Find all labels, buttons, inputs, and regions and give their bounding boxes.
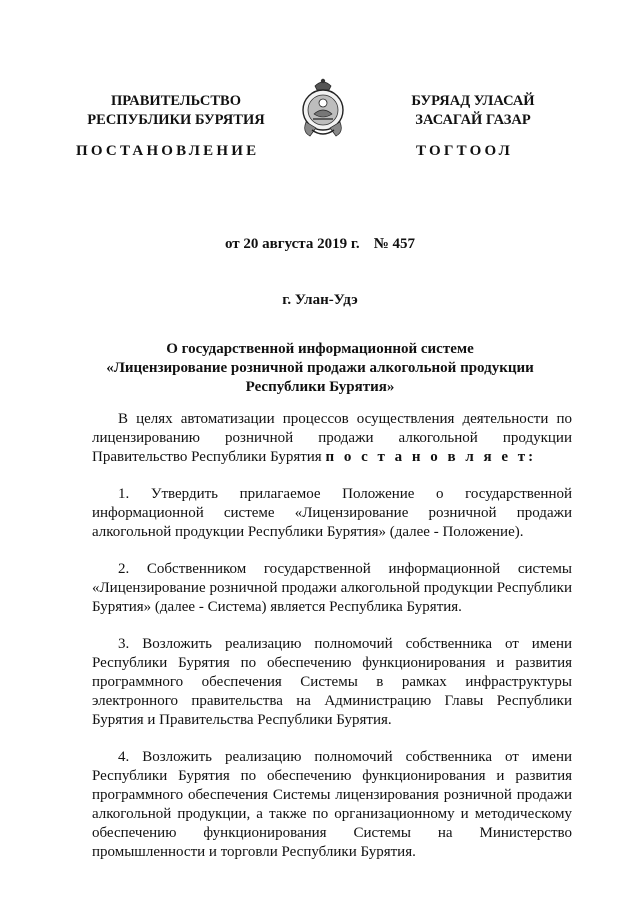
paragraph-1: 1. Утвердить прилагаемое Положение о государственной информационной системе «Лицензирование розничной продажи алкогольной продукции Республики Бурятия» (далее - Положение).	[92, 486, 572, 540]
issuer-block-buryat	[373, 92, 573, 130]
title-line-1: О государственной информационной системе	[166, 341, 474, 357]
document-number: № 457	[373, 236, 416, 252]
document-date: от 20 августа 2019 г.	[224, 236, 360, 252]
document-title	[80, 340, 560, 397]
issuer-line-2: РЕСПУБЛИКИ БУРЯТИЯ	[87, 112, 265, 128]
paragraph-intro	[92, 410, 572, 467]
coat-of-arms-icon	[298, 76, 348, 142]
issuer-line-1: ПРАВИТЕЛЬСТВО	[111, 93, 241, 109]
title-line-3: Республики Бурятия»	[245, 379, 395, 395]
document-body	[92, 410, 572, 880]
paragraph-2: 2. Собственником государственной информационной системы «Лицензирование розничной продажи алкогольной продукции Республики Бурятия» (далее - Система) является Республика Бурятия.	[92, 561, 572, 615]
title-line-2: «Лицензирование розничной продажи алкогольной продукции	[106, 360, 534, 376]
document-city: г. Улан-Удэ	[282, 292, 358, 308]
document-kind-russian: ПОСТАНОВЛЕНИЕ	[76, 143, 260, 159]
document-kind-buryat: ТОГТООЛ	[416, 143, 513, 159]
document-date-line	[0, 236, 640, 253]
issuer-block-russian	[76, 92, 276, 130]
issuer-line-2-buryat: ЗАСАГАЙ ГАЗАР	[415, 112, 531, 128]
issuer-line-1-buryat: БУРЯАД УЛАСАЙ	[411, 93, 535, 109]
decree-word: п о с т а н о в л я е т:	[325, 449, 537, 465]
paragraph-3: 3. Возложить реализацию полномочий собственника от имени Республики Бурятия по обеспечению функционирования и развития программного обеспечения Системы в рамках инфраструктуры электронного правительства на Администрацию Главы Республики Бурятия и Правительства Республики Бурятия.	[92, 636, 572, 728]
intro-text: В целях автоматизации процессов осуществления деятельности по лицензированию розничной продажи алкогольной продукции Правительство Республики Бурятия	[92, 411, 572, 465]
paragraph-4: 4. Возложить реализацию полномочий собственника от имени Республики Бурятия по обеспечению функционирования и развития программного обеспечения Системы лицензирования розничной продажи алкогольной продукции, а также по организационному и методическому обеспечению функционирования Системы на Министерство промышленности и торговли Республики Бурятия.	[92, 749, 572, 860]
